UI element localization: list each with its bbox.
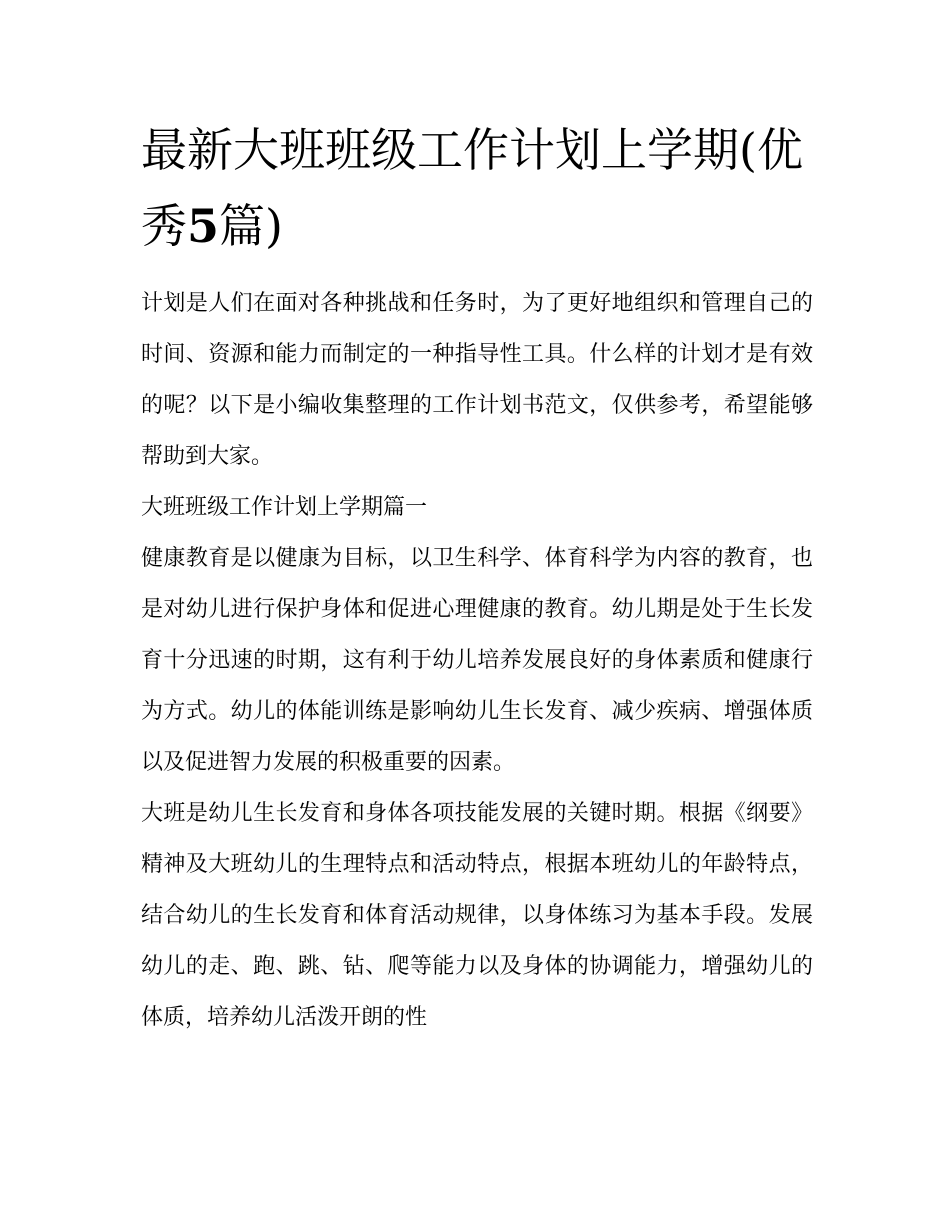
document-title <box>141 112 813 264</box>
document-body <box>141 112 813 1043</box>
body-paragraph: 大班是幼儿生长发育和身体各项技能发展的关键时期。根据《纲要》精神及大班幼儿的生理特点和活动特点，根据本班幼儿的年龄特点，结合幼儿的生长发育和体育活动规律，以身体练习为基本手段。发展幼儿的走、跑、跳、钻、爬等能力以及身体的协调能力，增强幼儿的体质，培养幼儿活泼开朗的性 <box>141 801 813 1030</box>
body-paragraph: 健康教育是以健康为目标，以卫生科学、体育科学为内容的教育，也是对幼儿进行保护身体和促进心理健康的教育。幼儿期是处于生长发育十分迅速的时期，这有利于幼儿培养发展良好的身体素质和健康行为方式。幼儿的体能训练是影响幼儿生长发育、减少疾病、增强体质以及促进智力发展的积极重要的因素。 <box>141 546 813 775</box>
intro-paragraph: 计划是人们在面对各种挑战和任务时，为了更好地组织和管理自己的时间、资源和能力而制定的一种指导性工具。什么样的计划才是有效的呢？以下是小编收集整理的工作计划书范文，仅供参考，希望能够帮助到大家。 <box>141 291 813 469</box>
title-number: 5 <box>187 199 220 253</box>
title-text-part1: 最新大班班级工作计划上学期(优秀 <box>141 123 803 253</box>
title-text-part2: 篇) <box>219 199 283 253</box>
section-heading: 大班班级工作计划上学期篇一 <box>141 495 428 520</box>
